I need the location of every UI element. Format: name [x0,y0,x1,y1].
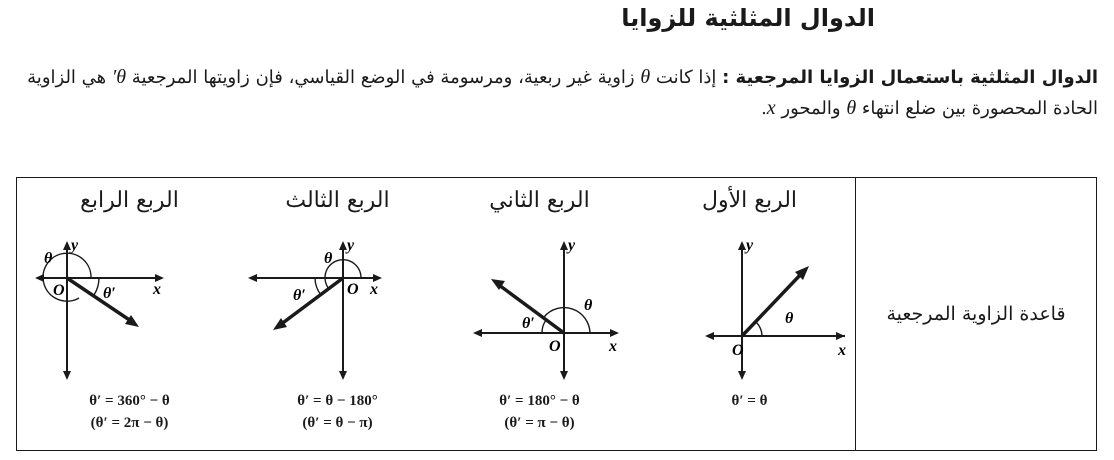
theta-label: θ [584,297,593,314]
quadrant-2-cell [437,178,642,450]
quadrant-4-formula-rad: (θ′ = 2π − θ) [90,415,169,431]
theta-arc [756,322,762,336]
quadrant-1-diagram [647,233,852,383]
definition-lead: الدوال المثلثية باستعمال الزوايا المرجعية : [722,67,1098,88]
theta-label: θ [785,310,794,327]
quadrant-4-formula-deg: θ′ = 360° − θ [89,393,170,409]
y-axis-arrow [738,241,746,250]
quadrant-3-formula-deg: θ′ = θ − 180° [297,393,378,409]
quadrant-4-formula [27,390,232,434]
theta-prime-arc [94,278,99,295]
y-axis-arrow [339,241,347,250]
quadrant-3-cell [235,178,440,450]
page-title: الدوال المثلثية للزوايا [621,4,875,32]
quadrant-2-formula [437,390,642,434]
y-label: y [568,237,576,254]
theta-prime-arc [542,320,546,333]
y-axis-arrow [63,241,71,250]
x-axis-symbol: x [766,97,776,119]
quadrant-1-title: الربع الأول [701,188,798,213]
x-axis-neg-arrow [705,332,714,340]
x-axis-neg-arrow [248,274,257,282]
y-axis-neg-arrow [738,371,746,380]
origin-label: O [347,281,359,298]
y-label: y [347,237,355,254]
quadrant-3-title: الربع الثالث [285,188,390,213]
theta-symbol-2: θ [846,97,857,119]
theta-prime-symbol: θ′ [111,66,127,88]
quadrant-2-title: الربع الثاني [489,188,590,213]
origin-label: O [732,342,744,359]
theta-prime-label: θ′ [293,287,306,304]
quadrant-2-diagram [437,233,642,383]
quadrant-3-formula-rad: (θ′ = θ − π) [302,415,373,431]
y-axis-neg-arrow [63,371,71,380]
x-axis-arrow [610,329,619,337]
y-label: y [746,237,754,254]
y-axis-arrow [560,241,568,250]
quadrant-4-cell [27,178,232,450]
y-label: y [71,237,79,254]
theta-label: θ [324,250,333,267]
definition-text-4: والمحور [775,98,847,119]
theta-prime-arc [315,278,321,295]
theta-prime-label: θ′ [522,315,535,332]
definition-paragraph [20,62,1098,124]
x-label: x [838,342,846,359]
definition-end: . [761,98,767,119]
definition-text-1: إذا كانت [650,67,723,88]
y-axis-neg-arrow [339,371,347,380]
quadrant-1-formula: θ′ = θ [731,393,768,409]
origin-label: O [53,282,65,299]
quadrant-4-diagram [27,233,232,383]
y-axis-neg-arrow [560,371,568,380]
quadrant-1-cell [647,178,852,450]
quadrant-4-title: الربع الرابع [80,188,179,213]
quadrant-3-formula [235,390,440,434]
x-axis-neg-arrow [473,329,482,337]
theta-label: θ [44,250,53,267]
theta-prime-label: θ′ [103,285,116,302]
x-label: x [153,281,161,298]
definition-text-3: هي الزاوية الحادة المحصورة بين ضلع انتهاء [27,67,1098,119]
x-axis-arrow [836,332,845,340]
theta-symbol: θ [640,66,651,88]
quadrant-3-diagram [235,233,440,383]
x-label: x [370,281,378,298]
origin-label: O [549,338,561,355]
reference-angle-table [16,177,1097,451]
quadrant-2-formula-deg: θ′ = 180° − θ [499,393,580,409]
terminal-side [280,278,343,325]
definition-text-2: زاوية غير ربعية، ومرسومة في الوضع القياسي، فإن زاويتها المرجعية [126,67,641,88]
row-label: قاعدة الزاوية المرجعية [886,303,1066,325]
quadrant-2-formula-rad: (θ′ = π − θ) [504,415,575,431]
x-label: x [609,338,617,355]
